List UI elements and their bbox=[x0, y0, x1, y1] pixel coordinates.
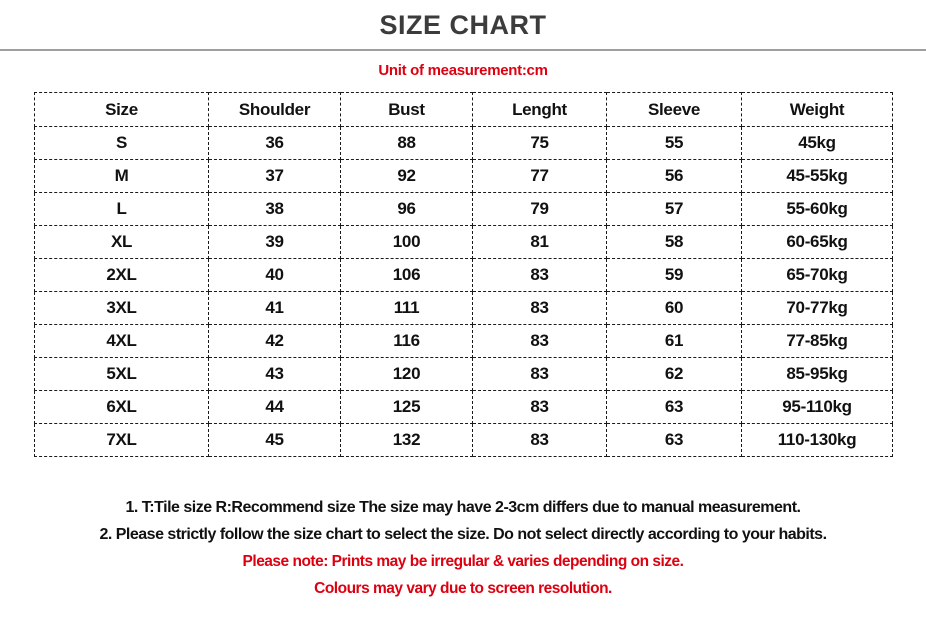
note-colour-variation: Colours may vary due to screen resolution. bbox=[314, 580, 612, 597]
table-cell: 132 bbox=[341, 424, 473, 457]
table-cell: 36 bbox=[209, 127, 341, 160]
header-row bbox=[35, 93, 893, 127]
table-cell: 2XL bbox=[35, 259, 209, 292]
table-cell: 120 bbox=[341, 358, 473, 391]
header-cell: Sleeve bbox=[607, 93, 742, 127]
table-cell: 37 bbox=[209, 160, 341, 193]
table-cell: 42 bbox=[209, 325, 341, 358]
table-cell: 38 bbox=[209, 193, 341, 226]
table-cell: 60-65kg bbox=[742, 226, 893, 259]
table-cell: 56 bbox=[607, 160, 742, 193]
table-cell: 58 bbox=[607, 226, 742, 259]
table-cell: 106 bbox=[341, 259, 473, 292]
table-cell: 59 bbox=[607, 259, 742, 292]
table-cell: 45 bbox=[209, 424, 341, 457]
table-cell: 96 bbox=[341, 193, 473, 226]
note-prints-irregular: Please note: Prints may be irregular & varies depending on size. bbox=[242, 553, 684, 570]
table-cell: 83 bbox=[473, 325, 607, 358]
table-row bbox=[35, 424, 893, 457]
footer-notes bbox=[0, 494, 926, 602]
table-cell: 77-85kg bbox=[742, 325, 893, 358]
table-cell: 110-130kg bbox=[742, 424, 893, 457]
table-cell: 63 bbox=[607, 391, 742, 424]
table-cell: 45-55kg bbox=[742, 160, 893, 193]
table-row bbox=[35, 127, 893, 160]
table-cell: 44 bbox=[209, 391, 341, 424]
size-table bbox=[34, 92, 893, 457]
table-cell: 3XL bbox=[35, 292, 209, 325]
table-cell: 61 bbox=[607, 325, 742, 358]
table-cell: 70-77kg bbox=[742, 292, 893, 325]
table-cell: L bbox=[35, 193, 209, 226]
table-cell: 92 bbox=[341, 160, 473, 193]
page-title: SIZE CHART bbox=[379, 10, 547, 40]
table-cell: 116 bbox=[341, 325, 473, 358]
table-cell: 88 bbox=[341, 127, 473, 160]
table-cell: 39 bbox=[209, 226, 341, 259]
table-cell: 63 bbox=[607, 424, 742, 457]
table-cell: 83 bbox=[473, 259, 607, 292]
table-cell: 81 bbox=[473, 226, 607, 259]
table-cell: 85-95kg bbox=[742, 358, 893, 391]
table-cell: 7XL bbox=[35, 424, 209, 457]
table-cell: 83 bbox=[473, 424, 607, 457]
table-cell: 5XL bbox=[35, 358, 209, 391]
header-cell: Lenght bbox=[473, 93, 607, 127]
unit-of-measurement-note: Unit of measurement:cm bbox=[378, 62, 548, 79]
table-cell: 43 bbox=[209, 358, 341, 391]
table-cell: S bbox=[35, 127, 209, 160]
table-cell: 4XL bbox=[35, 325, 209, 358]
table-cell: 75 bbox=[473, 127, 607, 160]
table-cell: XL bbox=[35, 226, 209, 259]
header-cell: Shoulder bbox=[209, 93, 341, 127]
table-cell: 83 bbox=[473, 358, 607, 391]
table-cell: 65-70kg bbox=[742, 259, 893, 292]
table-cell: 57 bbox=[607, 193, 742, 226]
table-cell: 83 bbox=[473, 292, 607, 325]
table-cell: 111 bbox=[341, 292, 473, 325]
table-cell: 95-110kg bbox=[742, 391, 893, 424]
table-cell: 41 bbox=[209, 292, 341, 325]
table-cell: 55 bbox=[607, 127, 742, 160]
table-row bbox=[35, 325, 893, 358]
table-cell: 6XL bbox=[35, 391, 209, 424]
header-cell: Weight bbox=[742, 93, 893, 127]
table-cell: 55-60kg bbox=[742, 193, 893, 226]
table-cell: 77 bbox=[473, 160, 607, 193]
size-table-body bbox=[35, 127, 893, 457]
title-divider bbox=[0, 49, 926, 51]
note-follow-size-chart: 2. Please strictly follow the size chart to select the size. Do not select directly according to your habits. bbox=[99, 526, 827, 543]
table-row bbox=[35, 226, 893, 259]
table-cell: 125 bbox=[341, 391, 473, 424]
table-cell: 100 bbox=[341, 226, 473, 259]
table-cell: 62 bbox=[607, 358, 742, 391]
table-row bbox=[35, 193, 893, 226]
header-cell: Size bbox=[35, 93, 209, 127]
table-row bbox=[35, 259, 893, 292]
table-cell: 40 bbox=[209, 259, 341, 292]
header-cell: Bust bbox=[341, 93, 473, 127]
table-row bbox=[35, 160, 893, 193]
table-row bbox=[35, 391, 893, 424]
table-row bbox=[35, 358, 893, 391]
table-row bbox=[35, 292, 893, 325]
size-table-head bbox=[35, 93, 893, 127]
table-cell: M bbox=[35, 160, 209, 193]
table-cell: 83 bbox=[473, 391, 607, 424]
note-measurement-tolerance: 1. T:Tile size R:Recommend size The size may have 2-3cm differs due to manual measurement. bbox=[125, 499, 801, 516]
table-cell: 79 bbox=[473, 193, 607, 226]
table-cell: 45kg bbox=[742, 127, 893, 160]
table-cell: 60 bbox=[607, 292, 742, 325]
